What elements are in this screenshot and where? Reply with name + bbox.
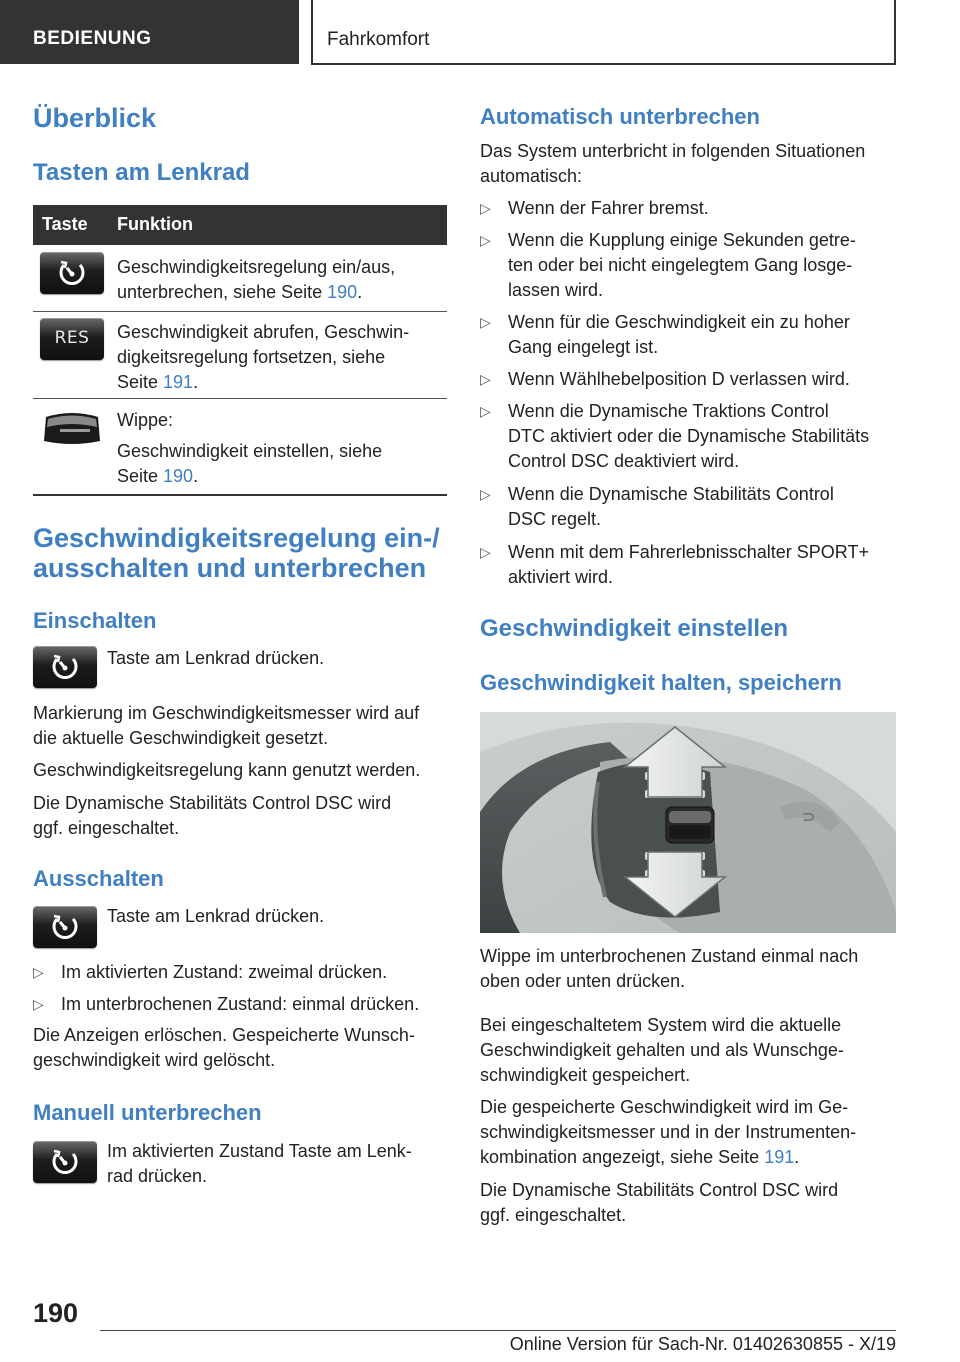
text-line: ten oder bei nicht eingelegtem Gang losge- bbox=[508, 255, 853, 275]
text-span: kombination angezeigt, siehe Seite bbox=[480, 1147, 765, 1167]
table-header bbox=[33, 205, 447, 245]
text-line: lassen wird. bbox=[508, 280, 604, 300]
list-item-text bbox=[508, 196, 709, 221]
row1-period: . bbox=[357, 282, 363, 302]
text-line: Wenn die Dynamische Traktions Control bbox=[508, 401, 829, 421]
heading-overview: Überblick bbox=[33, 103, 157, 133]
paragraph bbox=[480, 944, 858, 994]
text-line: Gang eingelegt ist. bbox=[508, 337, 659, 357]
footer-online-version: Online Version für Sach-Nr. 01402630855 - X/19 bbox=[509, 1334, 896, 1354]
row3-text: Seite bbox=[117, 466, 164, 486]
paragraph bbox=[33, 1023, 415, 1073]
bullet-marker: ▷ bbox=[480, 232, 491, 248]
page-number: 190 bbox=[33, 1298, 79, 1328]
text-span: . bbox=[794, 1147, 800, 1167]
text-line: ggf. eingeschaltet. bbox=[33, 818, 180, 838]
table-bottom-border bbox=[33, 494, 447, 496]
list-item-text bbox=[508, 482, 834, 532]
table-row bbox=[117, 320, 409, 395]
text-line: DTC aktiviert oder die Dynamische Stabilitäts bbox=[508, 426, 870, 446]
chapter-title: Fahrkomfort bbox=[327, 29, 430, 50]
text-line: ggf. eingeschaltet. bbox=[480, 1205, 627, 1225]
bullet-marker: ▷ bbox=[33, 964, 44, 980]
list-item-text bbox=[508, 228, 856, 303]
page-link-190[interactable]: 190 bbox=[327, 282, 358, 302]
text-line: aktiviert wird. bbox=[508, 567, 614, 587]
list-item-text: Im unterbrochenen Zustand: einmal drücken. bbox=[61, 994, 420, 1014]
steering-wheel-rocker-illustration bbox=[480, 712, 896, 933]
text-line: rad drücken. bbox=[107, 1166, 208, 1186]
row2-line2: digkeitsregelung fortsetzen, siehe bbox=[117, 347, 386, 367]
row3-line1: Wippe: bbox=[117, 410, 174, 430]
text-line: Wenn die Dynamische Stabilitäts Control bbox=[508, 484, 834, 504]
row3-line3 bbox=[117, 464, 382, 489]
text-line: Wenn der Fahrer bremst. bbox=[508, 198, 709, 218]
row-divider bbox=[33, 311, 447, 312]
cruise-control-key-icon bbox=[40, 252, 104, 294]
row2-line1: Geschwindigkeit abrufen, Geschwin- bbox=[117, 322, 410, 342]
page-link-190[interactable]: 190 bbox=[163, 466, 194, 486]
heading-switch-off: Ausschalten bbox=[33, 866, 164, 891]
text-line: Die Dynamische Stabilitäts Control DSC wird bbox=[480, 1180, 839, 1200]
bullet-marker: ▷ bbox=[480, 200, 491, 216]
cruise-control-key-icon bbox=[33, 1141, 97, 1183]
row3-period: . bbox=[193, 466, 199, 486]
footer-divider bbox=[100, 1330, 896, 1331]
row2-period: . bbox=[193, 372, 199, 392]
list-item-text: Im aktivierten Zustand: zweimal drücken. bbox=[61, 962, 388, 982]
text-line: Markierung im Geschwindigkeitsmesser wird auf bbox=[33, 703, 420, 723]
row1-text: unterbrechen, siehe Seite bbox=[117, 282, 328, 302]
text-line: automatisch: bbox=[480, 166, 583, 186]
section-title: BEDIENUNG bbox=[33, 28, 152, 49]
cruise-control-key-icon bbox=[33, 646, 97, 688]
svg-text:⊃: ⊃ bbox=[802, 807, 816, 826]
text-line: Die Anzeigen erlöschen. Gespeicherte Wunsch- bbox=[33, 1025, 415, 1045]
manual-interrupt-instruction bbox=[107, 1139, 412, 1189]
text-line: Wenn mit dem Fahrerlebnisschalter SPORT+ bbox=[508, 542, 869, 562]
rocker-switch-icon bbox=[40, 407, 104, 449]
text-line: schwindigkeit gespeichert. bbox=[480, 1065, 691, 1085]
text-line: schwindigkeitsmesser und in der Instrumenten- bbox=[480, 1122, 857, 1142]
paragraph bbox=[480, 139, 865, 189]
text-line: DSC regelt. bbox=[508, 509, 602, 529]
text-line: Bei eingeschaltetem System wird die aktuelle bbox=[480, 1015, 842, 1035]
text-line: die aktuelle Geschwindigkeit gesetzt. bbox=[33, 728, 329, 748]
heading-switch-on: Einschalten bbox=[33, 608, 157, 633]
chapter-tab bbox=[311, 0, 896, 65]
bullet-marker: ▷ bbox=[480, 403, 491, 419]
switch-on-instruction: Taste am Lenkrad drücken. bbox=[107, 648, 325, 668]
text-line: Im aktivierten Zustand Taste am Lenk- bbox=[107, 1141, 412, 1161]
heading-auto-interrupt: Automatisch unterbrechen bbox=[480, 104, 760, 129]
row2-text: Seite bbox=[117, 372, 164, 392]
list-item-text bbox=[508, 399, 869, 474]
list-item-text bbox=[508, 367, 850, 392]
switch-off-instruction: Taste am Lenkrad drücken. bbox=[107, 906, 325, 926]
text-line: Geschwindigkeit gehalten und als Wunschge- bbox=[480, 1040, 844, 1060]
paragraph bbox=[480, 1095, 856, 1170]
bullet-marker: ▷ bbox=[480, 486, 491, 502]
paragraph bbox=[480, 1013, 844, 1088]
text-line: Wenn Wählhebelposition D verlassen wird. bbox=[508, 369, 850, 389]
paragraph bbox=[33, 701, 419, 751]
text-line: Die Dynamische Stabilitäts Control DSC wird bbox=[33, 793, 392, 813]
heading-set-speed: Geschwindigkeit einstellen bbox=[480, 615, 789, 642]
text-line: Control DSC deaktiviert wird. bbox=[508, 451, 740, 471]
heading-cruise-on-off-line2: ausschalten und unterbrechen bbox=[33, 553, 427, 583]
row2-line3 bbox=[117, 370, 409, 395]
bullet-marker: ▷ bbox=[480, 371, 491, 387]
list-item-text bbox=[508, 540, 869, 590]
text-line: Die gespeicherte Geschwindigkeit wird im Ge- bbox=[480, 1097, 849, 1117]
list-item-text bbox=[508, 310, 850, 360]
table-col-function: Funktion bbox=[117, 214, 193, 234]
bullet-marker: ▷ bbox=[480, 544, 491, 560]
paragraph bbox=[33, 791, 391, 841]
res-label: RES bbox=[54, 328, 90, 348]
text-line bbox=[480, 1145, 856, 1170]
text-line: geschwindigkeit wird gelöscht. bbox=[33, 1050, 276, 1070]
text-line: Wenn die Kupplung einige Sekunden getre- bbox=[508, 230, 856, 250]
bullet-marker: ▷ bbox=[33, 996, 44, 1012]
row-divider bbox=[33, 398, 447, 399]
res-key-icon bbox=[40, 318, 104, 360]
bullet-marker: ▷ bbox=[480, 314, 491, 330]
paragraph: Geschwindigkeitsregelung kann genutzt werden. bbox=[33, 760, 421, 780]
row1-line1: Geschwindigkeitsregelung ein/aus, bbox=[117, 257, 396, 277]
text-line: Das System unterbricht in folgenden Situationen bbox=[480, 141, 866, 161]
page-link-191[interactable]: 191 bbox=[163, 372, 194, 392]
row1-line2 bbox=[117, 280, 395, 305]
cruise-control-key-icon bbox=[33, 906, 97, 948]
table-row bbox=[117, 255, 395, 305]
section-tab bbox=[0, 0, 299, 64]
heading-hold-store-speed: Geschwindigkeit halten, speichern bbox=[480, 670, 842, 695]
heading-manual-interrupt: Manuell unterbrechen bbox=[33, 1100, 262, 1125]
text-line: Wippe im unterbrochenen Zustand einmal nach bbox=[480, 946, 859, 966]
heading-steering-buttons: Tasten am Lenkrad bbox=[33, 159, 250, 186]
row3-line2: Geschwindigkeit einstellen, siehe bbox=[117, 441, 383, 461]
text-line: Wenn für die Geschwindigkeit ein zu hoher bbox=[508, 312, 850, 332]
table-col-key: Taste bbox=[42, 214, 88, 234]
text-line: oben oder unten drücken. bbox=[480, 971, 686, 991]
page-link-191[interactable]: 191 bbox=[764, 1147, 795, 1167]
table-row bbox=[117, 408, 382, 489]
paragraph bbox=[480, 1178, 838, 1228]
heading-cruise-on-off-line1: Geschwindigkeitsregelung ein-/ bbox=[33, 523, 440, 553]
